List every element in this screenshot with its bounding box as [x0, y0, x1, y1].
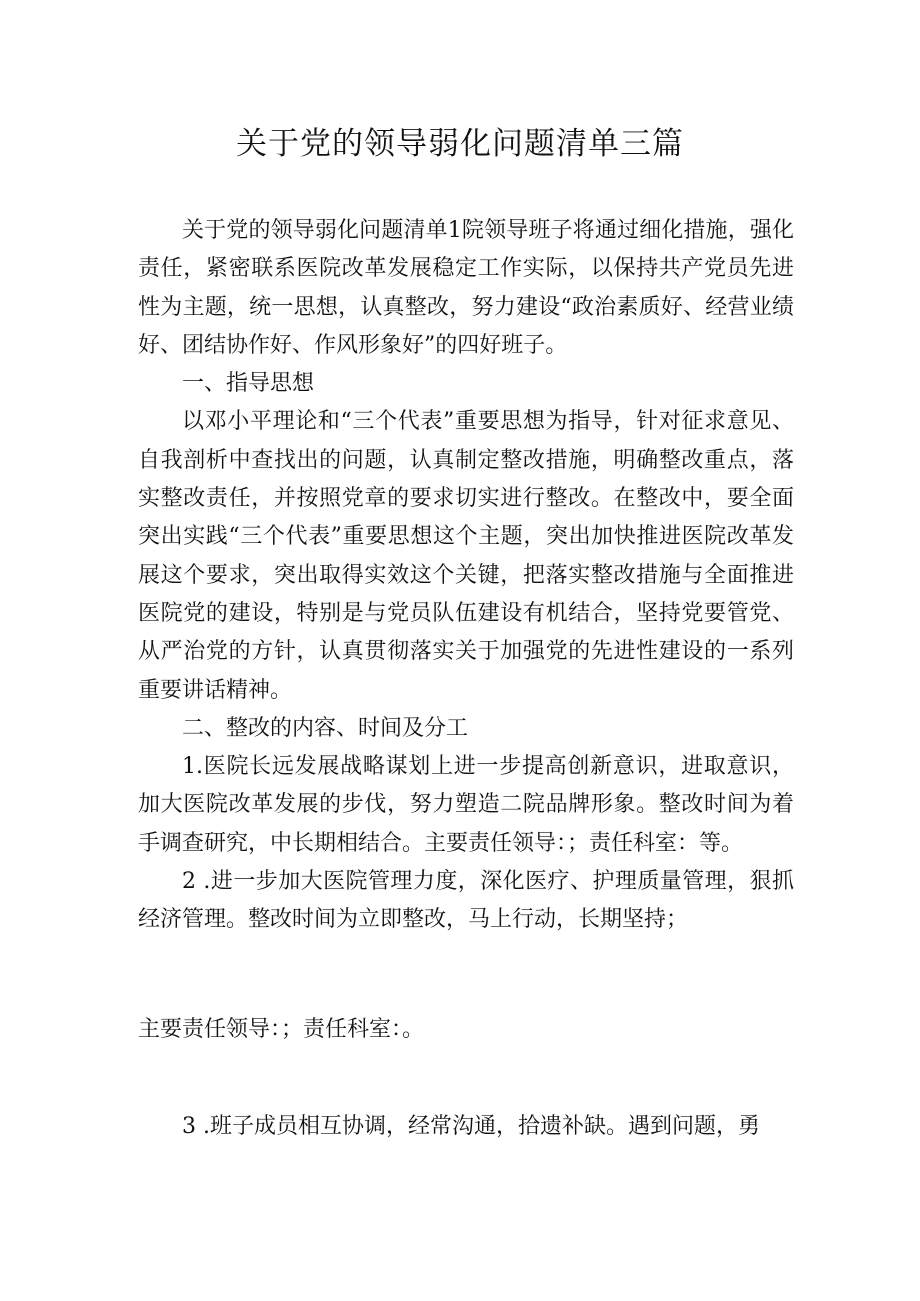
guiding-thought-paragraph: 以邓小平理论和“三个代表”重要思想为指导，针对征求意见、自我剖析中查找出的问题，认真制定整改措施，明确整改重点，落实整改责任，并按照党章的要求切实进行整改。在整改中，要全面突出实践“三个代表”重要思想这个主题，突出加快推进医院改革发展这个要求，突出取得实效这个关键，把落实整改措施与全面推进医院党的建设，特别是与党员队伍建设有机结合，坚持党要管党、从严治党的方针，认真贯彻落实关于加强党的先进性建设的一系列重要讲话精神。: [138, 409, 794, 703]
document-title: 关于党的领导弱化问题清单三篇: [236, 126, 684, 162]
section-heading-guiding-thought: 一、指导思想: [182, 371, 315, 397]
section-heading-rectification: 二、整改的内容、时间及分工: [182, 715, 469, 741]
intro-paragraph: 关于党的领导弱化问题清单1院领导班子将通过细化措施，强化责任，紧密联系医院改革发展稳定工作实际，以保持共产党员先进性为主题，统一思想，认真整改，努力建设“政治素质好、经营业绩好、团结协作好、作风形象好”的四好班子。: [138, 218, 794, 358]
responsibility-line: 主要责任领导：；责任科室：。: [138, 1017, 425, 1042]
rectification-item-2: 2 .进一步加大医院管理力度，深化医疗、护理质量管理，狠抓经济管理。整改时间为立即整改，马上行动，长期坚持；: [138, 869, 794, 933]
document-body: [138, 212, 794, 940]
responsibility-line-block: [138, 1011, 794, 1049]
rectification-item-3: 3 .班子成员相互协调，经常沟通，拾遗补缺。遇到问题，勇: [182, 1114, 760, 1139]
rectification-item-1: 1.医院长远发展战略谋划上进一步提高创新意识，进取意识，加大医院改革发展的步伐，努力塑造二院品牌形象。整改时间为着手调查研究，中长期相结合。主要责任领导：；责任科室：等。: [138, 754, 794, 856]
item3-block: [138, 1108, 794, 1146]
